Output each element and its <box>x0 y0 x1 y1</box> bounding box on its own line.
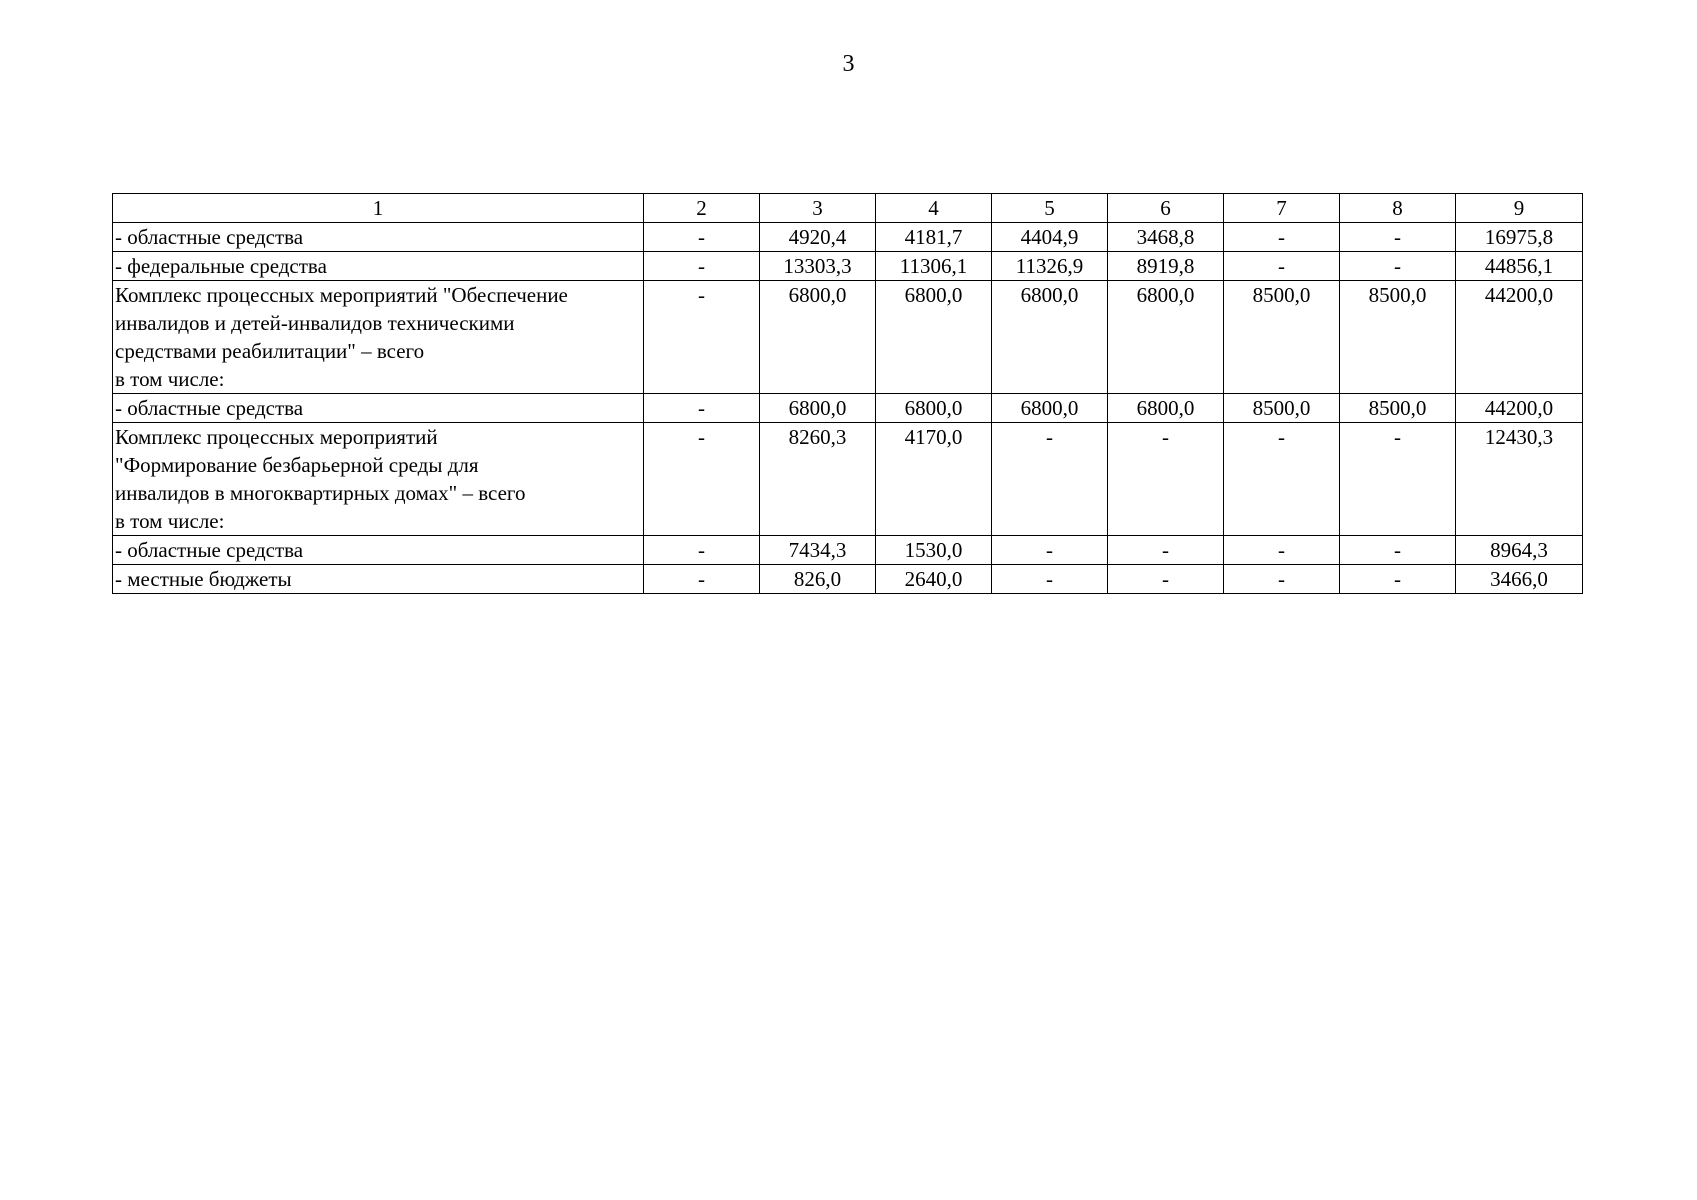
cell-value: - <box>1340 252 1456 281</box>
column-number: 4 <box>876 194 992 223</box>
table-row <box>113 536 1583 565</box>
cell-value: - <box>1340 423 1456 536</box>
cell-value: - <box>1224 565 1340 594</box>
cell-value: 8500,0 <box>1224 394 1340 423</box>
cell-value: - <box>644 565 760 594</box>
row-name <box>113 252 644 281</box>
cell-value: 8500,0 <box>1224 281 1340 394</box>
column-number: 1 <box>113 194 644 223</box>
cell-value: - <box>1340 223 1456 252</box>
cell-value: - <box>644 394 760 423</box>
cell-value: 6800,0 <box>760 394 876 423</box>
cell-value: - <box>1108 565 1224 594</box>
table-row <box>113 223 1583 252</box>
table-row <box>113 394 1583 423</box>
row-name <box>113 394 644 423</box>
cell-value: 11326,9 <box>992 252 1108 281</box>
column-number: 3 <box>760 194 876 223</box>
cell-value: 826,0 <box>760 565 876 594</box>
cell-value: - <box>992 536 1108 565</box>
table-row <box>113 281 1583 394</box>
row-name-line: инвалидов и детей-инвалидов техническими <box>115 311 515 335</box>
budget-table <box>112 193 1583 594</box>
cell-total: 44200,0 <box>1456 281 1583 394</box>
cell-total: 8964,3 <box>1456 536 1583 565</box>
row-name-line: - областные средства <box>115 396 304 420</box>
cell-value: 4920,4 <box>760 223 876 252</box>
cell-value: - <box>992 423 1108 536</box>
cell-value: 8500,0 <box>1340 281 1456 394</box>
row-name <box>113 423 644 536</box>
row-name-line: - областные средства <box>115 538 304 562</box>
cell-value: 6800,0 <box>760 281 876 394</box>
cell-value: 4170,0 <box>876 423 992 536</box>
cell-value: 1530,0 <box>876 536 992 565</box>
row-name-line: Комплекс процессных мероприятий <box>115 425 438 449</box>
cell-value: - <box>1108 536 1224 565</box>
cell-value: - <box>1340 565 1456 594</box>
table-row <box>113 565 1583 594</box>
row-name-line: "Формирование безбарьерной среды для <box>115 453 479 477</box>
row-name-line: инвалидов в многоквартирных домах" – всего <box>115 481 526 505</box>
cell-value: - <box>1224 223 1340 252</box>
cell-total: 16975,8 <box>1456 223 1583 252</box>
column-number: 2 <box>644 194 760 223</box>
cell-value: - <box>644 252 760 281</box>
cell-value: 6800,0 <box>876 281 992 394</box>
cell-value: 2640,0 <box>876 565 992 594</box>
row-name-line: средствами реабилитации" – всего <box>115 339 425 363</box>
row-name <box>113 565 644 594</box>
cell-value: 6800,0 <box>1108 394 1224 423</box>
cell-value: - <box>1224 423 1340 536</box>
row-name-line: в том числе: <box>115 509 225 533</box>
cell-value: 7434,3 <box>760 536 876 565</box>
cell-total: 3466,0 <box>1456 565 1583 594</box>
column-number: 9 <box>1456 194 1583 223</box>
column-number: 6 <box>1108 194 1224 223</box>
cell-value: 11306,1 <box>876 252 992 281</box>
row-name-line: в том числе: <box>115 367 225 391</box>
row-name-line: - местные бюджеты <box>115 567 292 591</box>
row-name <box>113 281 644 394</box>
cell-total: 44856,1 <box>1456 252 1583 281</box>
row-name-line: - федеральные средства <box>115 254 327 278</box>
cell-value: - <box>992 565 1108 594</box>
cell-value: - <box>1108 423 1224 536</box>
cell-value: 13303,3 <box>760 252 876 281</box>
cell-value: 3468,8 <box>1108 223 1224 252</box>
cell-value: 8260,3 <box>760 423 876 536</box>
cell-value: 6800,0 <box>992 394 1108 423</box>
cell-value: - <box>644 281 760 394</box>
table-header-row <box>113 194 1583 223</box>
table-row <box>113 252 1583 281</box>
cell-value: - <box>644 536 760 565</box>
column-number: 8 <box>1340 194 1456 223</box>
cell-value: - <box>1224 252 1340 281</box>
cell-value: 4404,9 <box>992 223 1108 252</box>
cell-value: 8500,0 <box>1340 394 1456 423</box>
table-row <box>113 423 1583 536</box>
cell-value: 6800,0 <box>1108 281 1224 394</box>
row-name <box>113 536 644 565</box>
cell-value: 8919,8 <box>1108 252 1224 281</box>
cell-value: 4181,7 <box>876 223 992 252</box>
row-name <box>113 223 644 252</box>
cell-value: - <box>644 423 760 536</box>
cell-total: 44200,0 <box>1456 394 1583 423</box>
cell-value: - <box>1224 536 1340 565</box>
row-name-line: - областные средства <box>115 225 304 249</box>
cell-value: - <box>644 223 760 252</box>
row-name-line: Комплекс процессных мероприятий "Обеспечение <box>115 283 568 307</box>
cell-value: - <box>1340 536 1456 565</box>
cell-total: 12430,3 <box>1456 423 1583 536</box>
column-number: 5 <box>992 194 1108 223</box>
cell-value: 6800,0 <box>992 281 1108 394</box>
cell-value: 6800,0 <box>876 394 992 423</box>
page-number: 3 <box>842 51 855 77</box>
column-number: 7 <box>1224 194 1340 223</box>
